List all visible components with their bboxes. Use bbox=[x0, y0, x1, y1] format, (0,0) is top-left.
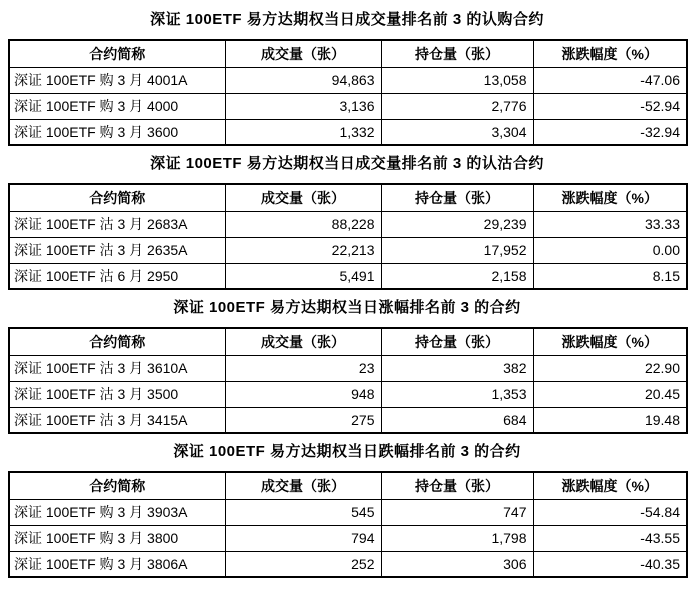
header-row bbox=[9, 184, 687, 211]
col-header-change-pct: 涨跌幅度（%） bbox=[533, 472, 687, 499]
col-header-open-interest: 持仓量（张） bbox=[381, 328, 533, 355]
change-pct-cell: -52.94 bbox=[533, 93, 687, 119]
change-pct-cell: -54.84 bbox=[533, 499, 687, 525]
contract-name-cell: 深证 100ETF 沽 3 月 3500 bbox=[9, 381, 225, 407]
table-row bbox=[9, 551, 687, 577]
table-row bbox=[9, 355, 687, 381]
contract-name-cell: 深证 100ETF 沽 3 月 3610A bbox=[9, 355, 225, 381]
col-header-open-interest: 持仓量（张） bbox=[381, 40, 533, 67]
section-top-volume-calls bbox=[8, 2, 686, 146]
open-interest-cell: 29,239 bbox=[381, 211, 533, 237]
table-title: 深证 100ETF 易方达期权当日成交量排名前 3 的认购合约 bbox=[150, 11, 544, 28]
volume-cell: 88,228 bbox=[225, 211, 381, 237]
change-pct-cell: 22.90 bbox=[533, 355, 687, 381]
change-pct-cell: 33.33 bbox=[533, 211, 687, 237]
change-pct-cell: 0.00 bbox=[533, 237, 687, 263]
change-pct-cell: 8.15 bbox=[533, 263, 687, 289]
open-interest-cell: 382 bbox=[381, 355, 533, 381]
col-header-contract-name: 合约简称 bbox=[9, 40, 225, 67]
table-title: 深证 100ETF 易方达期权当日成交量排名前 3 的认沽合约 bbox=[150, 155, 544, 172]
table-row bbox=[9, 119, 687, 145]
section-top-volume-puts bbox=[8, 146, 686, 290]
col-header-contract-name: 合约简称 bbox=[9, 328, 225, 355]
contract-name-cell: 深证 100ETF 沽 3 月 3415A bbox=[9, 407, 225, 433]
change-pct-cell: -43.55 bbox=[533, 525, 687, 551]
open-interest-cell: 1,798 bbox=[381, 525, 533, 551]
contract-name-cell: 深证 100ETF 沽 3 月 2635A bbox=[9, 237, 225, 263]
top-gainers-table bbox=[8, 327, 688, 434]
col-header-change-pct: 涨跌幅度（%） bbox=[533, 40, 687, 67]
header-row bbox=[9, 328, 687, 355]
change-pct-cell: -40.35 bbox=[533, 551, 687, 577]
volume-cell: 794 bbox=[225, 525, 381, 551]
header-row bbox=[9, 472, 687, 499]
change-pct-cell: -47.06 bbox=[533, 67, 687, 93]
top-volume-calls-table bbox=[8, 39, 688, 146]
volume-cell: 23 bbox=[225, 355, 381, 381]
col-header-open-interest: 持仓量（张） bbox=[381, 184, 533, 211]
volume-cell: 545 bbox=[225, 499, 381, 525]
col-header-contract-name: 合约简称 bbox=[9, 472, 225, 499]
col-header-contract-name: 合约简称 bbox=[9, 184, 225, 211]
contract-name-cell: 深证 100ETF 购 3 月 4000 bbox=[9, 93, 225, 119]
contract-name-cell: 深证 100ETF 购 3 月 3806A bbox=[9, 551, 225, 577]
table-row bbox=[9, 499, 687, 525]
table-row bbox=[9, 263, 687, 289]
table-row bbox=[9, 407, 687, 433]
change-pct-cell: 20.45 bbox=[533, 381, 687, 407]
volume-cell: 22,213 bbox=[225, 237, 381, 263]
contract-name-cell: 深证 100ETF 购 3 月 3800 bbox=[9, 525, 225, 551]
volume-cell: 275 bbox=[225, 407, 381, 433]
open-interest-cell: 306 bbox=[381, 551, 533, 577]
open-interest-cell: 747 bbox=[381, 499, 533, 525]
top-losers-table bbox=[8, 471, 688, 578]
volume-cell: 948 bbox=[225, 381, 381, 407]
open-interest-cell: 2,776 bbox=[381, 93, 533, 119]
table-row bbox=[9, 67, 687, 93]
table-row bbox=[9, 381, 687, 407]
table-row bbox=[9, 93, 687, 119]
open-interest-cell: 1,353 bbox=[381, 381, 533, 407]
col-header-change-pct: 涨跌幅度（%） bbox=[533, 184, 687, 211]
volume-cell: 3,136 bbox=[225, 93, 381, 119]
open-interest-cell: 3,304 bbox=[381, 119, 533, 145]
contract-name-cell: 深证 100ETF 沽 3 月 2683A bbox=[9, 211, 225, 237]
table-row bbox=[9, 211, 687, 237]
change-pct-cell: 19.48 bbox=[533, 407, 687, 433]
section-top-gainers bbox=[8, 290, 686, 434]
col-header-volume: 成交量（张） bbox=[225, 40, 381, 67]
table-title: 深证 100ETF 易方达期权当日涨幅排名前 3 的合约 bbox=[173, 299, 521, 316]
col-header-volume: 成交量（张） bbox=[225, 328, 381, 355]
contract-name-cell: 深证 100ETF 购 3 月 4001A bbox=[9, 67, 225, 93]
contract-name-cell: 深证 100ETF 沽 6 月 2950 bbox=[9, 263, 225, 289]
open-interest-cell: 17,952 bbox=[381, 237, 533, 263]
change-pct-cell: -32.94 bbox=[533, 119, 687, 145]
volume-cell: 94,863 bbox=[225, 67, 381, 93]
contract-name-cell: 深证 100ETF 购 3 月 3600 bbox=[9, 119, 225, 145]
volume-cell: 1,332 bbox=[225, 119, 381, 145]
table-row bbox=[9, 525, 687, 551]
volume-cell: 252 bbox=[225, 551, 381, 577]
table-row bbox=[9, 237, 687, 263]
col-header-volume: 成交量（张） bbox=[225, 472, 381, 499]
table-title: 深证 100ETF 易方达期权当日跌幅排名前 3 的合约 bbox=[173, 443, 521, 460]
section-top-losers bbox=[8, 434, 686, 578]
open-interest-cell: 13,058 bbox=[381, 67, 533, 93]
top-volume-puts-table bbox=[8, 183, 688, 290]
header-row bbox=[9, 40, 687, 67]
open-interest-cell: 684 bbox=[381, 407, 533, 433]
volume-cell: 5,491 bbox=[225, 263, 381, 289]
open-interest-cell: 2,158 bbox=[381, 263, 533, 289]
col-header-volume: 成交量（张） bbox=[225, 184, 381, 211]
contract-name-cell: 深证 100ETF 购 3 月 3903A bbox=[9, 499, 225, 525]
col-header-open-interest: 持仓量（张） bbox=[381, 472, 533, 499]
col-header-change-pct: 涨跌幅度（%） bbox=[533, 328, 687, 355]
